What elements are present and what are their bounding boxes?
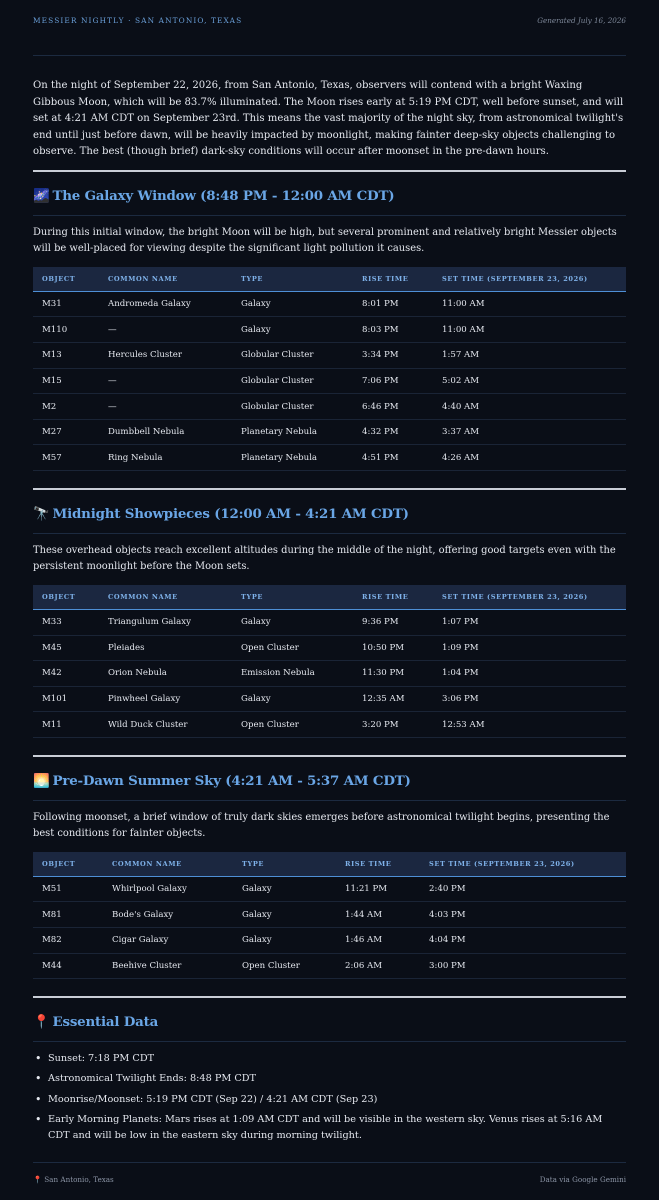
table-cell: 3:00 PM	[420, 953, 626, 979]
column-header: TYPE	[232, 267, 353, 291]
table-row	[33, 661, 626, 687]
table-cell: 1:44 AM	[336, 902, 420, 928]
table-cell: M45	[33, 635, 99, 661]
table-row	[33, 953, 626, 979]
column-header: TYPE	[233, 852, 336, 876]
table-cell: Open Cluster	[233, 953, 336, 979]
table-cell: 2:40 PM	[420, 876, 626, 902]
intro-paragraph: On the night of September 22, 2026, from San Antonio, Texas, observers will contend with a bright Waxing Gibbous Moon, which will be 83.7% illuminated. The Moon rises early at 5:19 PM CDT, well before sunset, and will set at 4:21 AM CDT on September 23rd. This means the vast majority of the night sky, from astronomical twilight's end until just before dawn, will be heavily impacted by moonlight, making fainter deep-sky objects challenging to observe. The best (though brief) dark-sky conditions will occur after moonset in the pre-dawn hours.	[33, 80, 624, 158]
table-cell: 4:40 AM	[433, 394, 626, 420]
table-cell: M31	[33, 291, 99, 317]
table-header-row	[33, 852, 626, 876]
section-emoji-icon: 🔭	[33, 507, 50, 523]
table-cell: Bode's Galaxy	[103, 902, 233, 928]
table-cell: Orion Nebula	[99, 661, 232, 687]
section-title: Essential Data	[52, 1014, 159, 1031]
section-title: Midnight Showpieces (12:00 AM - 4:21 AM CDT)	[52, 506, 409, 523]
table-row	[33, 368, 626, 394]
table-cell: 8:03 PM	[353, 317, 433, 343]
report-header	[33, 0, 626, 56]
table-cell: 1:04 PM	[433, 661, 626, 687]
table-cell: M51	[33, 876, 103, 902]
pin-icon: 📍	[33, 1175, 42, 1185]
column-header: COMMON NAME	[99, 585, 232, 609]
section-description: Following moonset, a brief window of truly dark skies emerges before astronomical twilight begins, presenting the best conditions for fainter objects.	[33, 811, 610, 840]
table-cell: 1:09 PM	[433, 635, 626, 661]
table-cell: Open Cluster	[232, 635, 353, 661]
column-header: TYPE	[232, 585, 353, 609]
table-row	[33, 712, 626, 738]
table-cell: Ring Nebula	[99, 445, 232, 471]
brand-title: MESSIER NIGHTLY · SAN ANTONIO, TEXAS	[33, 16, 243, 25]
object-section	[33, 757, 626, 998]
table-cell: Open Cluster	[232, 712, 353, 738]
table-cell: Hercules Cluster	[99, 343, 232, 369]
table-cell: M110	[33, 317, 99, 343]
table-row	[33, 291, 626, 317]
table-row	[33, 876, 626, 902]
column-header: OBJECT	[33, 852, 103, 876]
table-cell: 3:06 PM	[433, 686, 626, 712]
table-cell: 11:30 PM	[353, 661, 433, 687]
table-cell: M33	[33, 609, 99, 635]
table-cell: M57	[33, 445, 99, 471]
table-header-row	[33, 585, 626, 609]
objects-table	[33, 267, 626, 471]
section-title: Pre-Dawn Summer Sky (4:21 AM - 5:37 AM CDT)	[52, 772, 411, 789]
table-cell: 4:32 PM	[353, 419, 433, 445]
object-section	[33, 172, 626, 490]
table-cell: Planetary Nebula	[232, 419, 353, 445]
section-heading	[33, 188, 626, 216]
report-footer	[33, 1175, 626, 1184]
table-cell: 12:35 AM	[353, 686, 433, 712]
section-description: These overhead objects reach excellent altitudes during the middle of the night, offering good targets even with the persistent moonlight before the Moon sets.	[33, 545, 616, 573]
table-row	[33, 635, 626, 661]
table-cell: 4:26 AM	[433, 445, 626, 471]
section-heading	[33, 773, 626, 801]
table-cell: 7:06 PM	[353, 368, 433, 394]
table-cell: Galaxy	[232, 686, 353, 712]
section-emoji-icon: 🌌	[33, 188, 50, 204]
table-cell: 11:00 AM	[433, 317, 626, 343]
column-header: SET TIME (SEPTEMBER 23, 2026)	[433, 585, 626, 609]
table-cell: 3:34 PM	[353, 343, 433, 369]
pin-icon: 📍	[33, 1015, 50, 1031]
table-cell: 10:50 PM	[353, 635, 433, 661]
column-header: RISE TIME	[353, 267, 433, 291]
table-row	[33, 609, 626, 635]
list-item: • Early Morning Planets: Mars rises at 1:09 AM CDT and will be visible in the western sky. Venus rises at 5:16 AM CDT and will be low in the eastern sky during morning twilight.	[33, 1112, 626, 1144]
essential-data-list	[33, 1051, 626, 1163]
table-cell: 8:01 PM	[353, 291, 433, 317]
table-cell: Globular Cluster	[232, 368, 353, 394]
table-row	[33, 928, 626, 954]
table-cell: M13	[33, 343, 99, 369]
column-header: OBJECT	[33, 267, 99, 291]
table-cell: M82	[33, 928, 103, 954]
table-cell: —	[99, 368, 232, 394]
column-header: SET TIME (SEPTEMBER 23, 2026)	[433, 267, 626, 291]
table-cell: M81	[33, 902, 103, 928]
table-cell: M101	[33, 686, 99, 712]
section-heading	[33, 1014, 626, 1042]
table-cell: Emission Nebula	[232, 661, 353, 687]
table-row	[33, 445, 626, 471]
table-cell: M44	[33, 953, 103, 979]
table-cell: Galaxy	[232, 291, 353, 317]
footer-location	[33, 1175, 114, 1184]
table-cell: 4:04 PM	[420, 928, 626, 954]
table-cell: 2:06 AM	[336, 953, 420, 979]
column-header: COMMON NAME	[99, 267, 232, 291]
table-cell: Wild Duck Cluster	[99, 712, 232, 738]
table-row	[33, 419, 626, 445]
table-header-row	[33, 267, 626, 291]
section-heading	[33, 506, 626, 534]
footer-location-text: San Antonio, Texas	[44, 1175, 114, 1185]
table-cell: Galaxy	[233, 876, 336, 902]
section-emoji-icon: 🌅	[33, 773, 50, 789]
table-cell: Pinwheel Galaxy	[99, 686, 232, 712]
list-item: • Astronomical Twilight Ends: 8:48 PM CDT	[33, 1071, 626, 1087]
table-cell: 9:36 PM	[353, 609, 433, 635]
section-description: During this initial window, the bright Moon will be high, but several prominent and relatively bright Messier objects will be well-placed for viewing despite the significant light pollution it causes.	[33, 226, 617, 255]
object-section	[33, 490, 626, 757]
section-title: The Galaxy Window (8:48 PM - 12:00 AM CDT)	[52, 187, 395, 204]
table-row	[33, 902, 626, 928]
table-cell: Pleiades	[99, 635, 232, 661]
generated-date: Generated July 16, 2026	[537, 16, 626, 25]
table-row	[33, 686, 626, 712]
table-cell: M27	[33, 419, 99, 445]
table-cell: M2	[33, 394, 99, 420]
table-cell: Globular Cluster	[232, 394, 353, 420]
table-cell: Dumbbell Nebula	[99, 419, 232, 445]
table-row	[33, 317, 626, 343]
table-cell: Triangulum Galaxy	[99, 609, 232, 635]
table-cell: M15	[33, 368, 99, 394]
table-cell: 11:21 PM	[336, 876, 420, 902]
footer-credit: Data via Google Gemini	[539, 1175, 626, 1185]
table-row	[33, 343, 626, 369]
table-cell: Galaxy	[233, 928, 336, 954]
table-cell: Globular Cluster	[232, 343, 353, 369]
table-cell: M42	[33, 661, 99, 687]
table-cell: 4:03 PM	[420, 902, 626, 928]
table-cell: 1:57 AM	[433, 343, 626, 369]
objects-table	[33, 852, 626, 979]
table-cell: Cigar Galaxy	[103, 928, 233, 954]
column-header: OBJECT	[33, 585, 99, 609]
table-cell: Planetary Nebula	[232, 445, 353, 471]
table-cell: Whirlpool Galaxy	[103, 876, 233, 902]
table-cell: Beehive Cluster	[103, 953, 233, 979]
table-cell: 11:00 AM	[433, 291, 626, 317]
table-cell: M11	[33, 712, 99, 738]
table-cell: 5:02 AM	[433, 368, 626, 394]
table-row	[33, 394, 626, 420]
column-header: COMMON NAME	[103, 852, 233, 876]
essential-data-section	[33, 998, 626, 1163]
objects-table	[33, 585, 626, 737]
table-cell: 1:07 PM	[433, 609, 626, 635]
table-cell: 1:46 AM	[336, 928, 420, 954]
column-header: RISE TIME	[336, 852, 420, 876]
table-cell: Galaxy	[233, 902, 336, 928]
list-item: • Sunset: 7:18 PM CDT	[33, 1051, 626, 1067]
column-header: SET TIME (SEPTEMBER 23, 2026)	[420, 852, 626, 876]
table-cell: —	[99, 394, 232, 420]
table-cell: 6:46 PM	[353, 394, 433, 420]
table-cell: —	[99, 317, 232, 343]
table-cell: 3:20 PM	[353, 712, 433, 738]
column-header: RISE TIME	[353, 585, 433, 609]
table-cell: 4:51 PM	[353, 445, 433, 471]
table-cell: Galaxy	[232, 317, 353, 343]
table-cell: 3:37 AM	[433, 419, 626, 445]
table-cell: 12:53 AM	[433, 712, 626, 738]
table-cell: Andromeda Galaxy	[99, 291, 232, 317]
table-cell: Galaxy	[232, 609, 353, 635]
list-item: • Moonrise/Moonset: 5:19 PM CDT (Sep 22) / 4:21 AM CDT (Sep 23)	[33, 1092, 626, 1108]
